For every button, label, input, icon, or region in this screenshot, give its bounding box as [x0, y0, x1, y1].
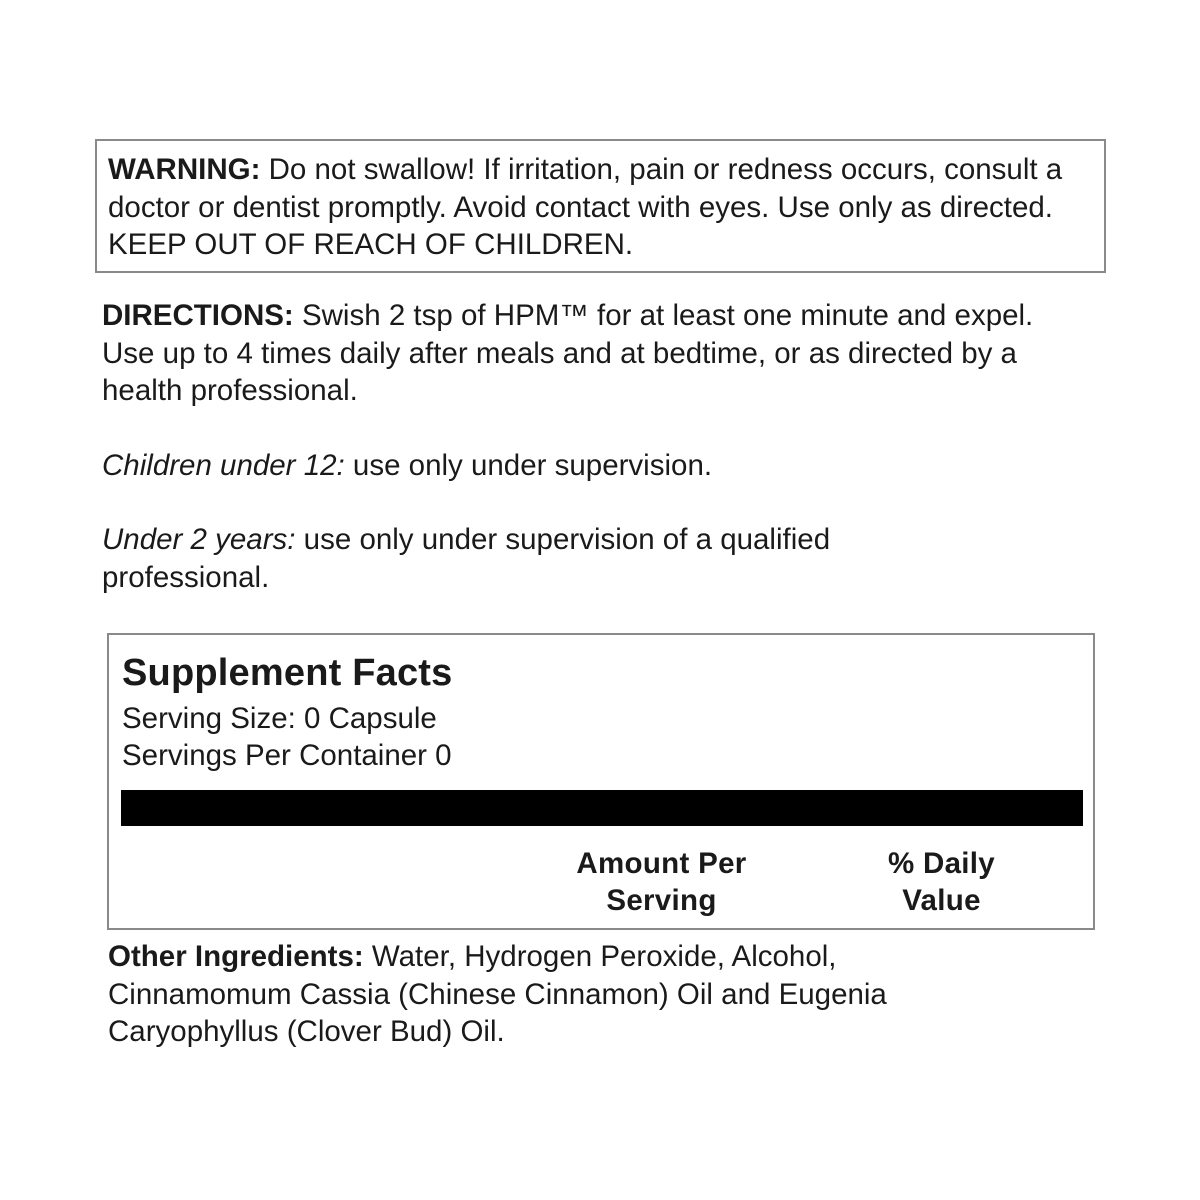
under-two-note-label: Under 2 years: [102, 523, 296, 556]
warning-text: Do not swallow! If irritation, pain or redness occurs, consult a doctor or dentist promptly. Avoid contact with eyes. Use only as directed. KEEP OUT OF REACH OF CHILDREN. [108, 153, 1063, 261]
directions-paragraph [102, 297, 1062, 410]
warning-label: WARNING: [108, 153, 261, 186]
daily-header-line-1: % Daily [887, 847, 996, 880]
under-two-note [102, 521, 1002, 596]
warning-box [95, 139, 1106, 273]
other-ingredients-label: Other Ingredients: [108, 940, 364, 973]
other-ingredients [108, 938, 1008, 1051]
under-two-note-text: use only under supervision of a qualified professional. [102, 523, 831, 594]
serving-size: Serving Size: 0 Capsule [122, 702, 437, 735]
other-ingredients-text: Water, Hydrogen Peroxide, Alcohol, Cinnamomum Cassia (Chinese Cinnamon) Oil and Eugenia Caryophyllus (Clover Bud) Oil. [108, 940, 887, 1048]
daily-value-header [849, 845, 1034, 919]
children-note [102, 447, 1062, 485]
supplement-facts-panel [107, 633, 1095, 930]
servings-per-container: Servings Per Container 0 [122, 739, 452, 772]
amount-header-line-1: Amount Per [576, 847, 747, 880]
daily-header-line-2: Value [902, 884, 981, 917]
facts-divider-bar [121, 790, 1083, 826]
directions-text: Swish 2 tsp of HPM™ for at least one minute and expel. Use up to 4 times daily after meals and at bedtime, or as directed by a health professional. [102, 299, 1034, 407]
directions-label: DIRECTIONS: [102, 299, 294, 332]
children-note-text: use only under supervision. [344, 449, 713, 482]
amount-per-serving-header [539, 845, 784, 919]
supplement-facts-title: Supplement Facts [122, 652, 453, 694]
amount-header-line-2: Serving [606, 884, 717, 917]
children-note-label: Children under 12: [102, 449, 345, 482]
